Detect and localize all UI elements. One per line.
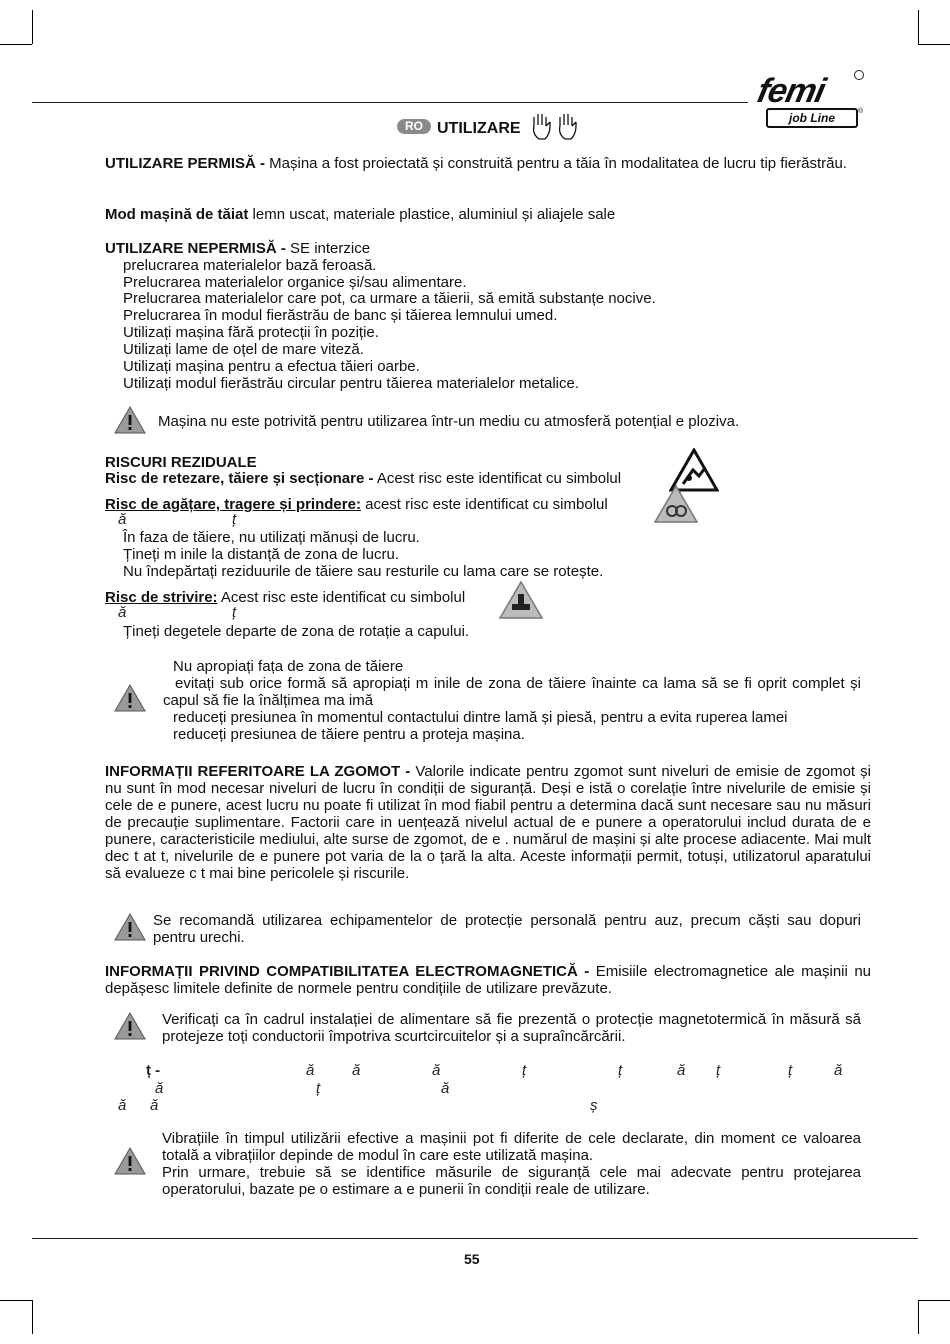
glyph-fragment: ț <box>716 1062 721 1079</box>
noise-text: Valorile indicate pentru zgomot sunt niveluri de emisie de zgomot și nu sunt în mod necesar niveluri de lucru în condiții de siguranță. Deși e istă o corelație între nivelurile de emisie și cele de e punere, acest lucru nu poate fi utilizat în mod fiabil pentru a determina dacă sunt necesare sau nu măsuri de precauție suplimentare. Factorii care in uențează nivelul actual de e punere a operatorului includ durata de e punere, caracteristicile mediului, alte surse de zgomot, de e . numărul de mașini și alte procese adiacente. Mai mult dec t at t, nivelurile de e punere pot varia de la o țară la alta. Aceste informații permit, totuși, utilizatorul aparatului să evalueze c t mai bine pericolele și riscurile. <box>105 763 871 882</box>
risk-cut-label: Risc de retezare, tăiere și secționare - <box>105 470 374 487</box>
cut-mode-label: Mod mașină de tăiat <box>105 206 249 223</box>
not-permitted-text: SE interzice <box>285 240 371 257</box>
entangle-item: Nu îndepărtați reziduurile de tăiere sau resturile cu lama care se rotește. <box>123 563 604 580</box>
crop-mark <box>0 1300 32 1301</box>
emc-info <box>105 963 871 997</box>
noise-info <box>105 763 871 882</box>
footer-rule <box>32 1238 918 1239</box>
glyph-fragment: ă <box>306 1062 315 1079</box>
warning-face-line: Nu apropiați fața de zona de tăiere <box>173 658 404 675</box>
warning-atmosphere: Mașina nu este potrivită pentru utilizarea într-un mediu cu atmosferă potențial e ploziva. <box>158 413 740 430</box>
noise-label: INFORMAȚII REFERITOARE LA ZGOMOT - <box>105 763 411 780</box>
not-permitted-label: UTILIZARE NEPERMISĂ - <box>105 240 286 257</box>
entangle-item: Țineți m inile la distanță de zona de lucru. <box>123 546 399 563</box>
page-number: 55 <box>464 1251 480 1267</box>
crop-mark <box>32 1300 33 1334</box>
glyph-fragment: ă <box>118 1097 127 1114</box>
glyph-fragment: ț <box>618 1062 623 1079</box>
glyph-fragment: ț - <box>146 1062 161 1079</box>
glyph-fragment: ă <box>432 1062 441 1079</box>
warning-vibration-p2: Prin urmare, trebuie să se identifice măsurile de siguranță cele mai adecvate pentru protejarea operatorului, bazate pe o estimare a e punerii în condiții reale de utilizare. <box>162 1164 861 1198</box>
glyph-fragment: ă <box>834 1062 843 1079</box>
glyph-fragment: ș <box>590 1097 598 1114</box>
glyph-fragment: ț <box>522 1062 527 1079</box>
glyph-fragment: ă <box>118 604 127 621</box>
not-permitted-item: Utilizați mașina pentru a efectua tăieri oarbe. <box>123 358 420 375</box>
glyph-fragment: ă <box>677 1062 686 1079</box>
entangle-hazard-icon <box>653 484 699 524</box>
risk-crush-label: Risc de strivire: <box>105 589 218 606</box>
not-permitted-heading <box>105 240 370 257</box>
not-permitted-item: Utilizați lame de oțel de mare viteză. <box>123 341 364 358</box>
permitted-use <box>105 155 871 172</box>
glyph-fragment: ț <box>316 1080 321 1097</box>
crop-mark <box>918 1300 950 1301</box>
crush-item: Țineți degetele departe de zona de rotație a capului. <box>123 623 470 640</box>
residual-title: RISCURI REZIDUALE <box>105 454 257 471</box>
warning-breaker: Verificați ca în cadrul instalației de alimentare să fie prezentă o protecție magnetotermică în măsură să protejeze toți conductorii împotriva scurtcircuitelor și a supraîncărcării. <box>162 1011 861 1045</box>
brand-name: femi <box>754 72 829 110</box>
permitted-text: Mașina a fost proiectată și construită pentru a tăia în modalitatea de lucru tip fierăstrău. <box>265 155 847 172</box>
crop-mark <box>918 44 950 45</box>
glyph-fragment: ă <box>352 1062 361 1079</box>
crush-hazard-icon <box>498 580 544 620</box>
risk-crush <box>105 589 465 606</box>
crop-mark <box>918 10 919 44</box>
warning-vibration-p1: Vibrațiile în timpul utilizării efective a mașinii pot fi diferite de cele declarate, din moment ce valoarea totală a vibrațiilor depinde de modul în care este utilizată mașina. <box>162 1130 861 1164</box>
cut-mode <box>105 206 615 223</box>
lang-badge: RO <box>397 119 431 134</box>
not-permitted-item: Utilizați modul fierăstrău circular pentru tăierea materialelor metalice. <box>123 375 580 392</box>
not-permitted-item: Prelucrarea materialelor care pot, ca urmare a tăierii, să emită substanțe nocive. <box>123 290 656 307</box>
crop-mark <box>0 44 32 45</box>
glyph-fragment: ă <box>118 511 127 528</box>
header-rule <box>32 102 748 103</box>
crop-mark <box>918 1300 919 1334</box>
warning-face-line <box>163 675 861 709</box>
warning-face-text: evitați sub orice formă să apropiați m inile de zona de tăiere înainte ca lama să se fi oprit complet și capul să fie la înălțimea ma imă <box>163 675 861 709</box>
warning-face-line: reduceți presiunea de tăiere pentru a proteja mașina. <box>173 726 525 743</box>
glyph-fragment: ă <box>155 1080 164 1097</box>
warning-icon <box>113 912 147 942</box>
not-permitted-item: Utilizați mașina fără protecții în poziție. <box>123 324 379 341</box>
emc-label: INFORMAȚII PRIVIND COMPATIBILITATEA ELECTROMAGNETICĂ - <box>105 963 590 980</box>
risk-crush-text: Acest risc este identificat cu simbolul <box>217 589 466 606</box>
crop-mark <box>32 10 33 44</box>
cut-mode-text: lemn uscat, materiale plastice, aluminiul și aliajele sale <box>248 206 616 223</box>
glyph-fragment: ț <box>788 1062 793 1079</box>
glyph-fragment: ț <box>232 604 237 621</box>
not-permitted-item: Prelucrarea materialelor organice și/sau alimentare. <box>123 274 467 291</box>
registered-icon: ® <box>858 108 864 115</box>
risk-cut <box>105 470 621 487</box>
brand-ring-icon <box>854 70 864 80</box>
warning-icon <box>113 405 147 435</box>
risk-entangle-label: Risc de agățare, tragere și prindere: <box>105 496 361 513</box>
risk-entangle-text: acest risc este identificat cu simbolul <box>360 496 608 513</box>
entangle-item: În faza de tăiere, nu utilizați mănuși de lucru. <box>123 529 420 546</box>
emc-text: Emisiile electromagnetice ale mașinii nu depășesc limitele definite de normele pentru condițiile de utilizare prevăzute. <box>105 963 871 997</box>
warning-icon <box>113 1011 147 1041</box>
risk-cut-text: Acest risc este identificat cu simbolul <box>373 470 622 487</box>
warning-icon <box>113 683 147 713</box>
glyph-fragment: ț <box>232 511 237 528</box>
warning-hearing: Se recomandă utilizarea echipamentelor de protecție personală pentru auz, precum căști sau dopuri pentru urechi. <box>153 912 861 946</box>
brand-sub: job Line <box>766 108 858 128</box>
not-permitted-item: prelucrarea materialelor bază feroasă. <box>123 257 377 274</box>
section-title: UTILIZARE <box>437 120 521 137</box>
glyph-fragment: ă <box>441 1080 450 1097</box>
permitted-label: UTILIZARE PERMISĂ - <box>105 155 265 172</box>
hands-icon <box>530 112 584 142</box>
risk-entangle <box>105 496 608 513</box>
warning-face-line: reduceți presiunea în momentul contactului dintre lamă și piesă, pentru a evita ruperea lamei <box>173 709 788 726</box>
brand-logo <box>752 70 867 130</box>
warning-icon <box>113 1146 147 1176</box>
glyph-fragment: ă <box>150 1097 159 1114</box>
not-permitted-item: Prelucrarea în modul fierăstrău de banc și tăierea lemnului umed. <box>123 307 558 324</box>
